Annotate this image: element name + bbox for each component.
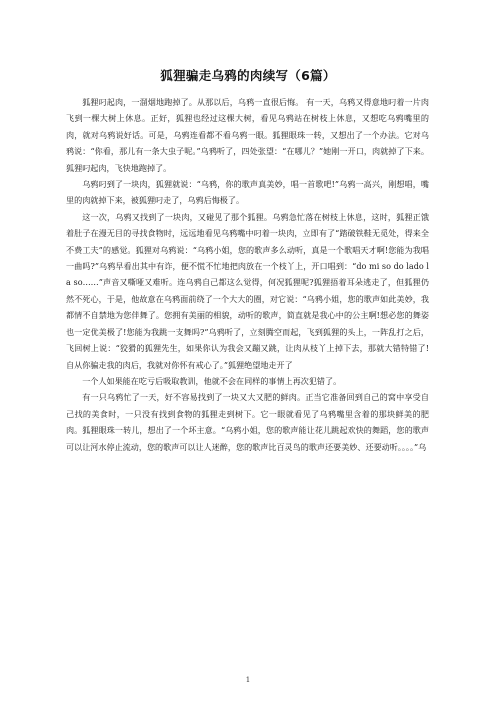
paragraph: 乌鸦叼到了一块肉，狐狸就说：“乌鸦，你的歌声真美妙，唱一首歌吧!”乌鸦一高兴，刚想唱，嘴里的肉就掉下来，被狐狸叼走了，乌鸦后悔极了。 [66,179,429,206]
document-body [66,94,429,455]
document-title: 狐狸骗走乌鸦的肉续写（6篇） [160,68,336,83]
paragraph: 这一次，乌鸦又找到了一块肉，又碰见了那个狐狸。乌鸦急忙落在树枝上休息，这时，狐狸正饿着肚子在漫无目的寻找食物时，远远地看见乌鸦嘴中叼着一块肉，立即有了“踏破铁鞋无觅处，得来全不费工夫”的感觉。狐狸对乌鸦说：“乌鸦小姐，您的歌声多么动听，真是一个歌唱天才啊!您能为我唱一曲吗?”乌鸦早看出其中有诈，便不慌不忙地把肉放在一个枝丫上，开口唱到：“do mi so do lado la so……”声音又嘶哑又难听。连乌鸦自己都这么觉得，何况狐狸呢?狐狸捂着耳朵逃走了，但狐狸仍然不死心，于是，他故意在乌鸦面前绕了一个大大的圈，对它说：“乌鸦小姐，您的歌声如此美妙，我都情不自禁地为您伴舞了。您拥有美丽的相貌，动听的歌声，简直就是我心中的公主啊!想必您的舞姿也一定优美极了!您能为我跳一支舞吗?”乌鸦听了，立刻腾空而起，飞到狐狸的头上，一阵乱打之后，飞回树上说：“狡猾的狐狸先生，如果你认为我会又蹦又跳，让肉从枝丫上掉下去，那就大错特错了!自从你骗走我的肉后，我就对你怀有戒心了。”狐狸绝望地走开了 [66,211,429,370]
paragraph: 有一只乌鸦忙了一天，好不容易找到了一块又大又肥的鲜肉。正当它准备回到自己的窝中享受自己找的美食时，一只没有找到食物的狐狸走到树下。它一眼就看见了乌鸦嘴里含着的那块鲜美的肥肉。狐狸眼珠一转儿，想出了一个坏主意。“乌鸦小姐，您的歌声能让花儿跳起欢快的舞蹈，您的歌声可以让河水停止流动，您的歌声可以让人迷醉，您的歌声比百灵鸟的歌声还要美妙、还要动听。。。。”乌 [66,392,429,452]
page-number: 1 [245,676,251,684]
paragraph: 一个人如果能在吃亏后吸取教训，他就不会在同样的事情上再次犯错了。 [82,375,342,386]
paragraph: 狐狸叼起肉，一溜烟地跑掉了。从那以后，乌鸦一直很后悔。 有一天，乌鸦又得意地叼着一片肉飞到一棵大树上休息。正好，狐狸也经过这棵大树，看见乌鸦站在树枝上休息，又想吃乌鸦嘴里的肉，就对乌鸦说好话。可是，乌鸦连看都不看乌鸦一眼。狐狸眼珠一转，又想出了一个办法。它对乌鸦说：“你看，那儿有一条大虫子呢。”乌鸦听了，四处张望：“在哪儿？”她刚一开口，肉就掉了下来。狐狸叼起肉，飞快地跑掉了。 [66,97,429,173]
